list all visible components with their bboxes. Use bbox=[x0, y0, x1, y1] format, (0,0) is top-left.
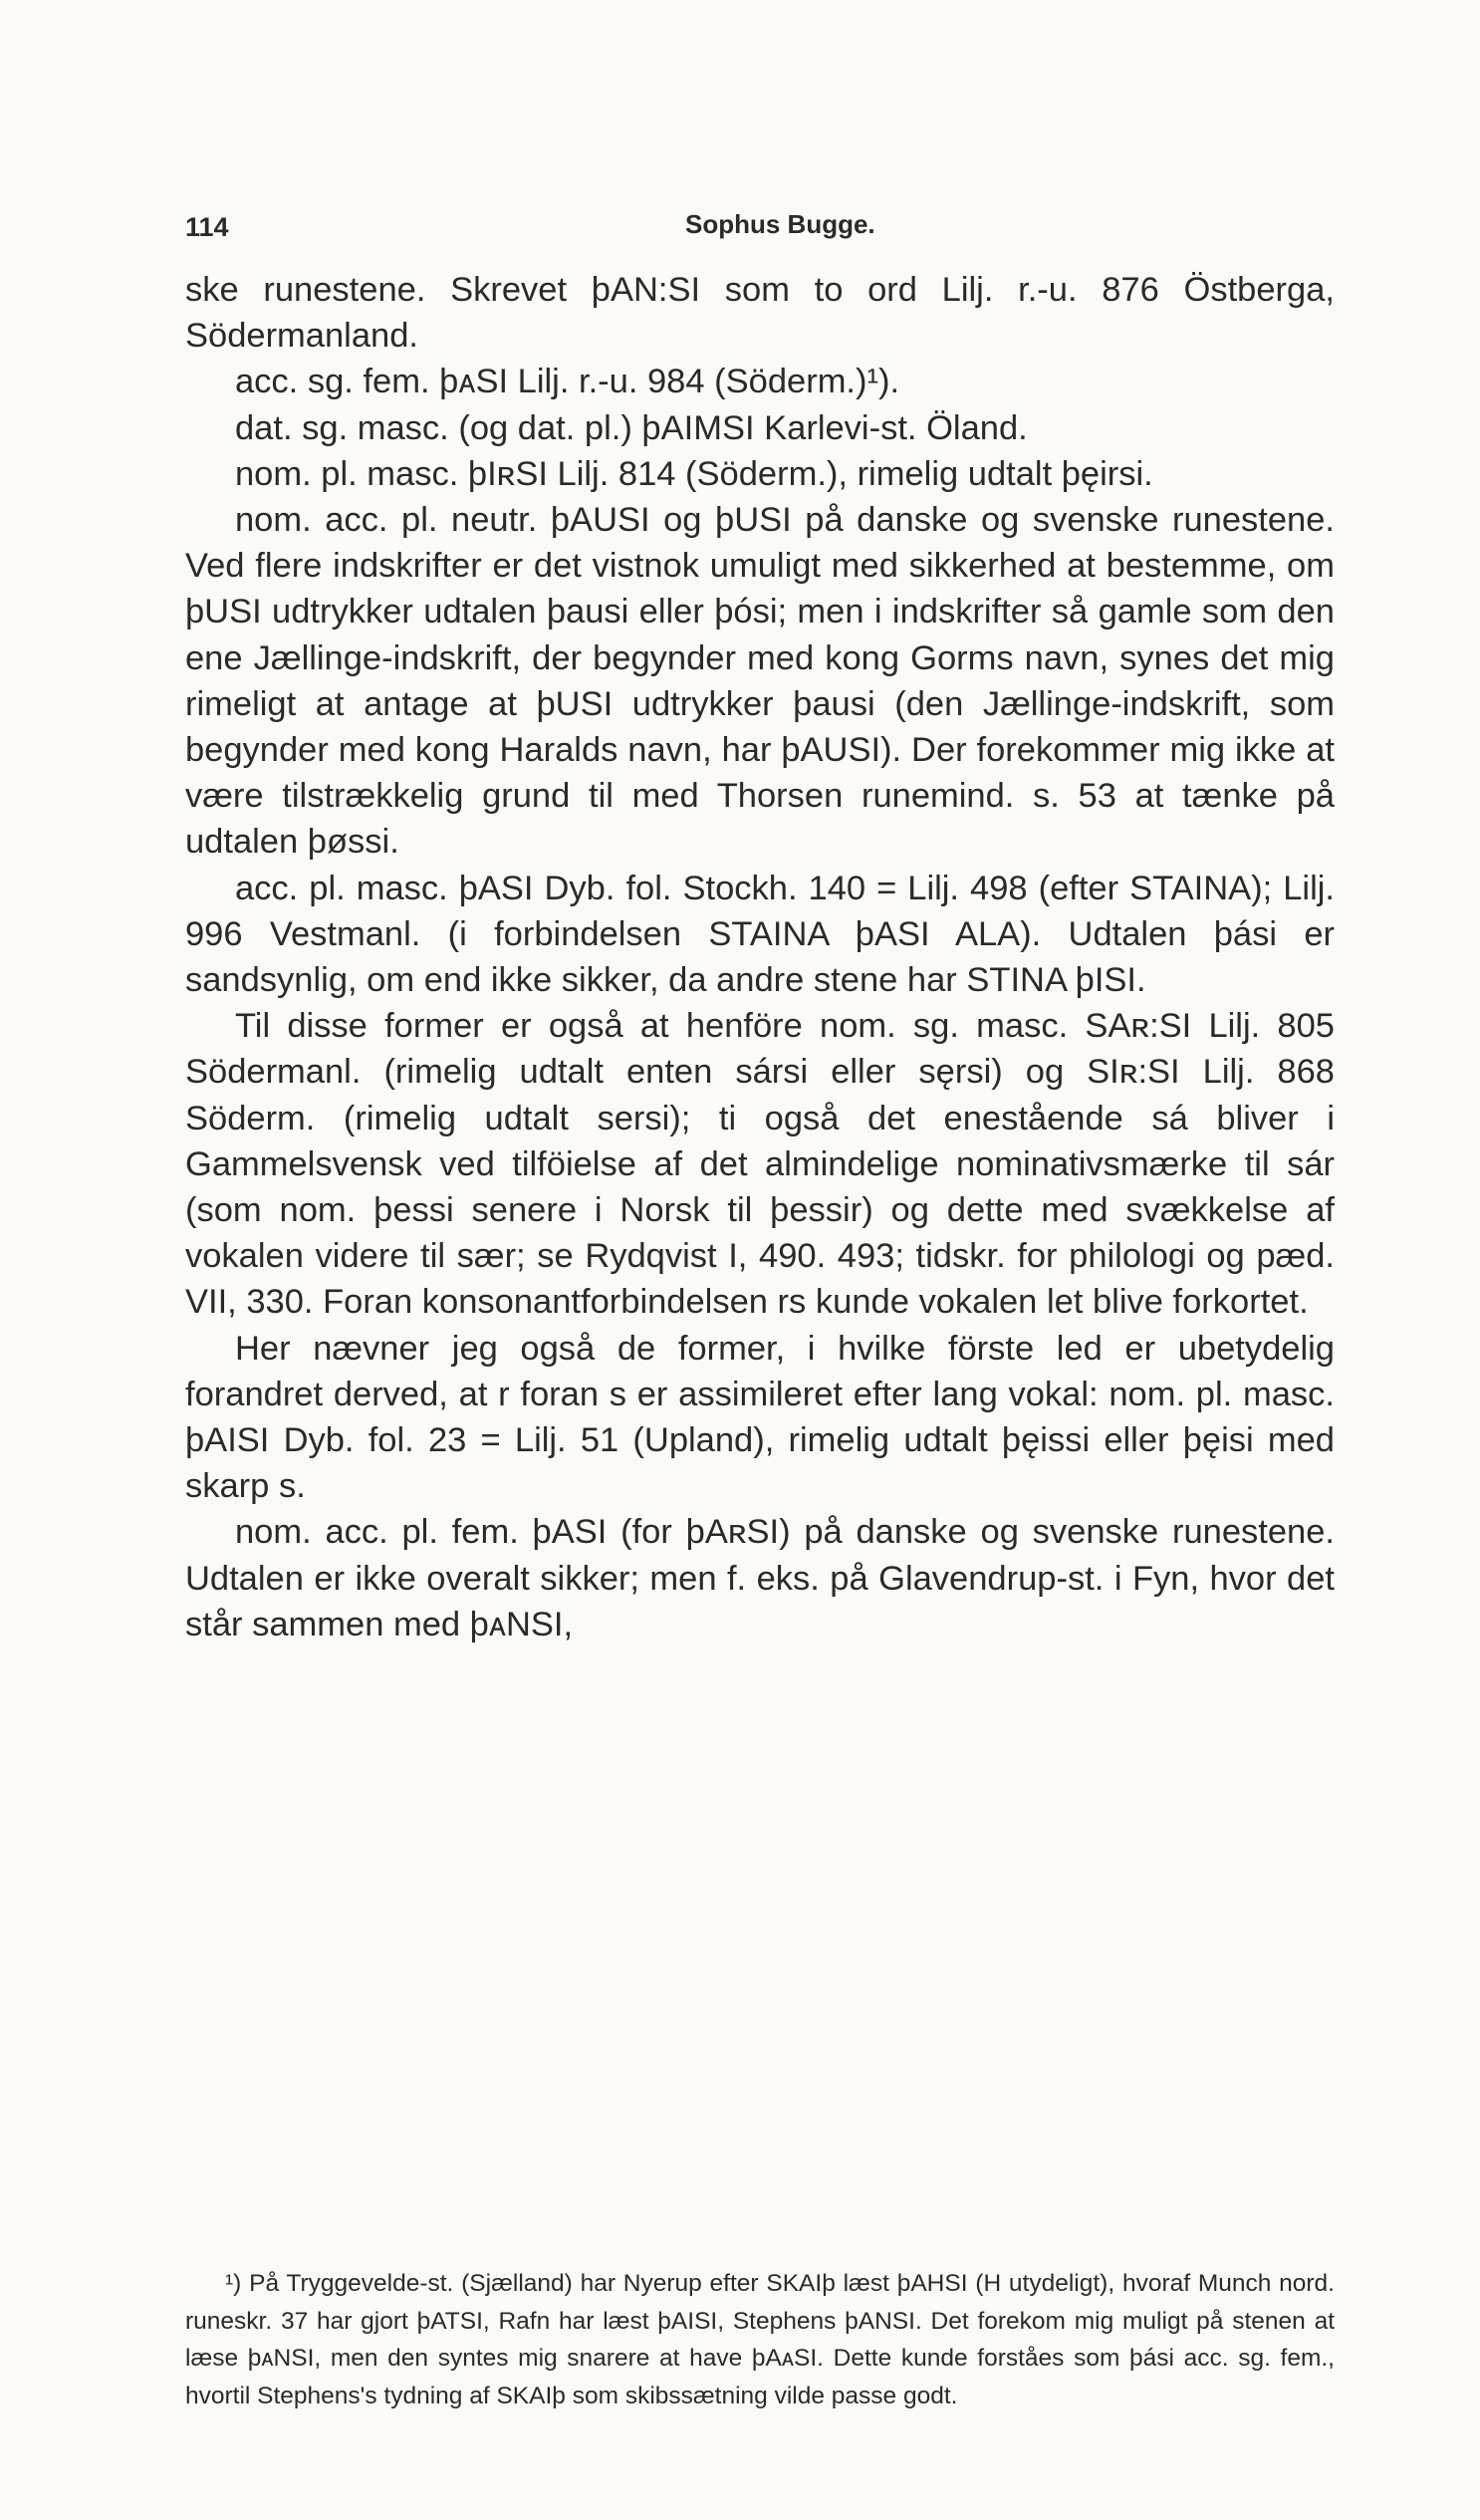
paragraph: Her nævner jeg også de former, i hvilke förste led er ubetydelig forandret derved, at r foran s er assimileret efter lang vokal: nom. pl. masc. þAISI Dyb. fol. 23 = Lilj. 51 (Upland), rimelig udtalt þęissi eller þęisi med skarp s. bbox=[185, 1329, 1335, 1506]
body-text bbox=[185, 267, 1335, 1647]
paragraph: nom. pl. masc. þIʀSI Lilj. 814 (Söderm.), rimelig udtalt þęirsi. bbox=[235, 454, 1153, 493]
page-number: 114 bbox=[185, 212, 229, 242]
footnote: ¹) På Tryggevelde-st. (Sjælland) har Nyerup efter SKAIþ læst þAHSI (H utydeligt), hvoraf Munch nord. runeskr. 37 har gjort þATSI, Rafn har læst þAISI, Stephens þANSI. Det forekom mig muligt på stenen at læse þᴀNSI, men den syntes mig snarere at have þAᴀSI. Dette kunde forståes som þási acc. sg. fem., hvortil Stephens's tydning af SKAIþ som skibssætning vilde passe godt. bbox=[185, 2270, 1335, 2409]
paragraph: Til disse former er også at henföre nom. sg. masc. SAʀ:SI Lilj. 805 Södermanl. (rimelig udtalt enten sársi eller sęrsi) og SIʀ:SI Lilj. 868 Söderm. (rimelig udtalt sersi); ti også det enestående sá bliver i Gammelsvensk ved tilföielse af det almindelige nominativsmærke til sár (som nom. þessi senere i Norsk til þessir) og dette med svækkelse af vokalen videre til sær; se Rydqvist I, 490. 493; tidskr. for philologi og pæd. VII, 330. Foran konsonantforbindelsen rs kunde vokalen let blive forkortet. bbox=[185, 1007, 1335, 1322]
running-title: Sophus Bugge. bbox=[685, 209, 875, 239]
paragraph: dat. sg. masc. (og dat. pl.) þAIMSI Karlevi-st. Öland. bbox=[235, 408, 1028, 447]
paragraph: acc. pl. masc. þASI Dyb. fol. Stockh. 140 = Lilj. 498 (efter STAINA); Lilj. 996 Vestmanl. (i forbindelsen STAINA þASI ALA). Udtalen þási er sandsynlig, om end ikke sikker, da andre stene har STINA þISI. bbox=[185, 869, 1335, 1000]
paragraph: nom. acc. pl. neutr. þAUSI og þUSI på danske og svenske runestene. Ved flere indskrifter er det vistnok umuligt med sikkerhed at bestemme, om þUSI udtrykker udtalen þausi eller þósi; men i indskrifter så gamle som den ene Jællinge-indskrift, der begynder med kong Gorms navn, synes det mig rimeligt at antage at þUSI udtrykker þausi (den Jællinge-indskrift, som begynder med kong Haralds navn, har þAUSI). Der forekommer mig ikke at være tilstrækkelig grund til med Thorsen runemind. s. 53 at tænke på udtalen þøssi. bbox=[185, 501, 1335, 862]
footnotes bbox=[185, 2265, 1335, 2414]
paragraph: ske runestene. Skrevet þAN:SI som to ord Lilj. r.-u. 876 Östberga, Södermanland. bbox=[185, 271, 1335, 356]
page-header bbox=[0, 204, 1480, 264]
paragraph: acc. sg. fem. þᴀSI Lilj. r.-u. 984 (Söderm.)¹). bbox=[235, 363, 900, 401]
paragraph: nom. acc. pl. fem. þASI (for þAʀSI) på danske og svenske runestene. Udtalen er ikke overalt sikker; men f. eks. på Glavendrup-st. i Fyn, hvor det står sammen med þᴀNSI, bbox=[185, 1513, 1335, 1643]
